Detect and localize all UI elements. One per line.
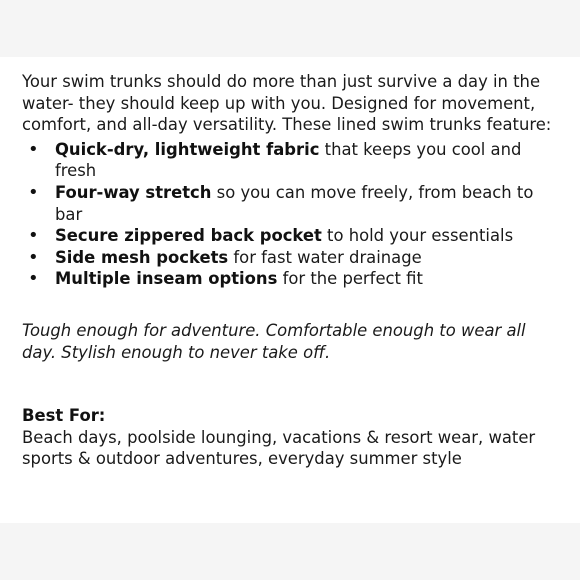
feature-detail: to hold your essentials	[321, 226, 514, 246]
intro-paragraph: Your swim trunks should do more than just survive a day in the water- they should keep up with you. Designed for movement, comfort, and all-day versatility. These lined swim trunks feature:	[22, 72, 552, 135]
tagline: Tough enough for adventure. Comfortable enough to wear all day. Stylish enough to never take off.	[22, 320, 526, 362]
feature-title: Side mesh pockets	[55, 247, 229, 267]
feature-detail: that keeps you cool and fresh	[55, 139, 522, 181]
feature-title: Secure zippered back pocket	[55, 226, 322, 246]
best-for-text: Beach days, poolside lounging, vacations & resort wear, water sports & outdoor adventures, everyday summer style	[22, 427, 536, 469]
feature-title: Quick-dry, lightweight fabric	[55, 139, 320, 159]
feature-detail: for the perfect fit	[277, 269, 423, 289]
feature-list	[22, 139, 562, 290]
feature-detail: so you can move freely, from beach to bar	[55, 182, 534, 224]
feature-item	[55, 182, 562, 225]
feature-item	[55, 268, 562, 290]
best-for-heading: Best For:	[22, 406, 106, 426]
product-description	[22, 71, 562, 470]
feature-title: Multiple inseam options	[55, 269, 278, 289]
feature-detail: for fast water drainage	[228, 247, 422, 267]
feature-item	[55, 139, 562, 182]
feature-item	[55, 247, 562, 269]
feature-title: Four-way stretch	[55, 182, 212, 202]
feature-item	[55, 225, 562, 247]
